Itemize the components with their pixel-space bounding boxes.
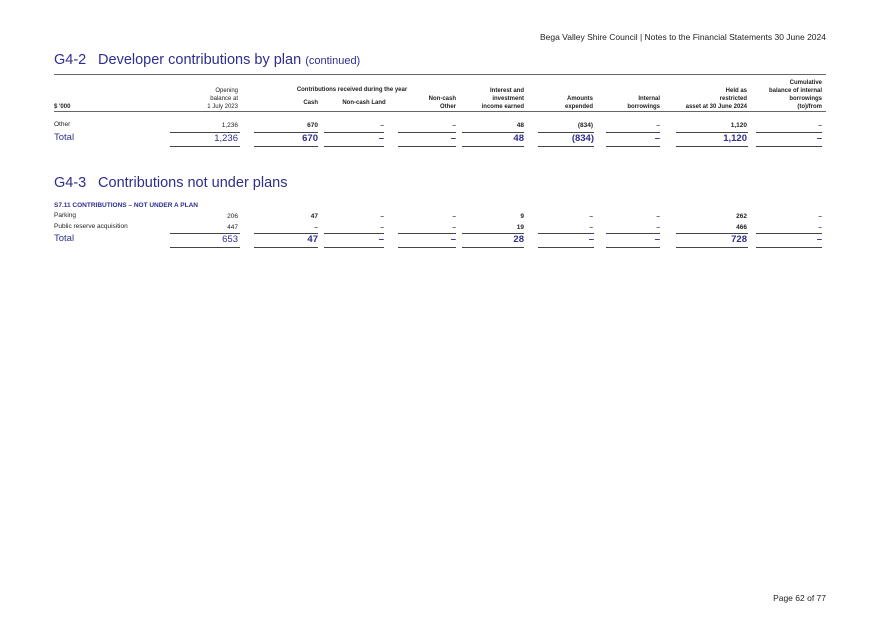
- value-held: 1,120: [730, 122, 747, 129]
- value-held: 466: [736, 224, 747, 231]
- value-opening: 447: [227, 224, 238, 231]
- total-expended: –: [588, 234, 594, 245]
- table-subheading: S7.11 CONTRIBUTIONS – NOT UNDER A PLAN: [54, 202, 198, 209]
- section-heading: Contributions not under plans: [98, 175, 288, 191]
- total-expended: (834): [571, 133, 594, 144]
- total-cash: 670: [302, 133, 318, 144]
- value-interest: 9: [520, 213, 524, 220]
- value-noncash-other: –: [452, 213, 456, 220]
- page-number: Page 62 of 77: [773, 593, 826, 603]
- value-borrowings: –: [656, 122, 660, 129]
- total-borrowings: –: [654, 234, 660, 245]
- currency-label: $ '000: [54, 104, 71, 110]
- total-opening: 653: [222, 234, 238, 245]
- total-noncash-other: –: [450, 234, 456, 245]
- value-noncash-land: –: [380, 224, 384, 231]
- col-borrowings: Internal borrowings: [627, 96, 660, 110]
- row-label: Other: [54, 121, 71, 128]
- value-cumulative: –: [818, 122, 822, 129]
- section-title-g4-3: [54, 175, 287, 191]
- total-borrowings: –: [654, 133, 660, 144]
- section-number: G4-2: [54, 52, 87, 68]
- value-cash: 47: [310, 213, 318, 220]
- value-noncash-land: –: [380, 213, 384, 220]
- col-expended: Amounts expended: [564, 96, 593, 110]
- value-opening: 1,236: [221, 122, 238, 129]
- value-cash: 670: [307, 122, 318, 129]
- value-cash: –: [314, 224, 318, 231]
- row-label: Public reserve acquisition: [54, 223, 128, 230]
- value-noncash-other: –: [452, 224, 456, 231]
- value-expended: (834): [577, 122, 593, 129]
- total-noncash-land: –: [378, 133, 384, 144]
- total-held: 1,120: [723, 133, 747, 144]
- value-noncash-land: –: [380, 122, 384, 129]
- value-borrowings: –: [656, 224, 660, 231]
- col-opening: Opening balance at 1 July 2023: [207, 88, 238, 110]
- total-label: Total: [54, 132, 75, 143]
- col-interest: Interest and investment income earned: [481, 88, 524, 110]
- section-suffix: (continued): [305, 55, 361, 67]
- total-interest: 28: [513, 234, 524, 245]
- col-noncash-other: Non-cash Other: [428, 96, 456, 110]
- header-top-rule: [54, 74, 826, 75]
- section-number: G4-3: [54, 175, 87, 191]
- total-cumulative: –: [816, 234, 822, 245]
- document-header: Bega Valley Shire Council | Notes to the Financial Statements 30 June 2024: [539, 32, 826, 42]
- value-noncash-other: –: [452, 122, 456, 129]
- value-cumulative: –: [818, 224, 822, 231]
- col-group-contributions: Contributions received during the year: [296, 87, 408, 93]
- value-expended: –: [589, 213, 593, 220]
- total-interest: 48: [513, 133, 524, 144]
- row-label: Parking: [54, 212, 77, 219]
- value-opening: 206: [227, 213, 238, 220]
- col-cash: Cash: [303, 100, 318, 106]
- total-noncash-land: –: [378, 234, 384, 245]
- total-opening: 1,236: [214, 133, 238, 144]
- value-interest: 19: [516, 224, 524, 231]
- total-cash: 47: [307, 234, 318, 245]
- col-noncash-land: Non-cash Land: [342, 100, 386, 106]
- col-held: Held as restricted asset at 30 June 2024: [685, 88, 747, 110]
- total-cumulative: –: [816, 133, 822, 144]
- value-interest: 48: [516, 122, 524, 129]
- value-expended: –: [589, 224, 593, 231]
- value-cumulative: –: [818, 213, 822, 220]
- col-cumulative: Cumulative balance of internal borrowings (to)/from: [768, 80, 822, 110]
- section-title-g4-2: [54, 52, 360, 68]
- total-label: Total: [54, 233, 75, 244]
- total-noncash-other: –: [450, 133, 456, 144]
- total-held: 728: [731, 234, 747, 245]
- section-heading: Developer contributions by plan: [98, 52, 302, 68]
- value-borrowings: –: [656, 213, 660, 220]
- header-bottom-rule: [54, 111, 826, 112]
- value-held: 262: [736, 213, 747, 220]
